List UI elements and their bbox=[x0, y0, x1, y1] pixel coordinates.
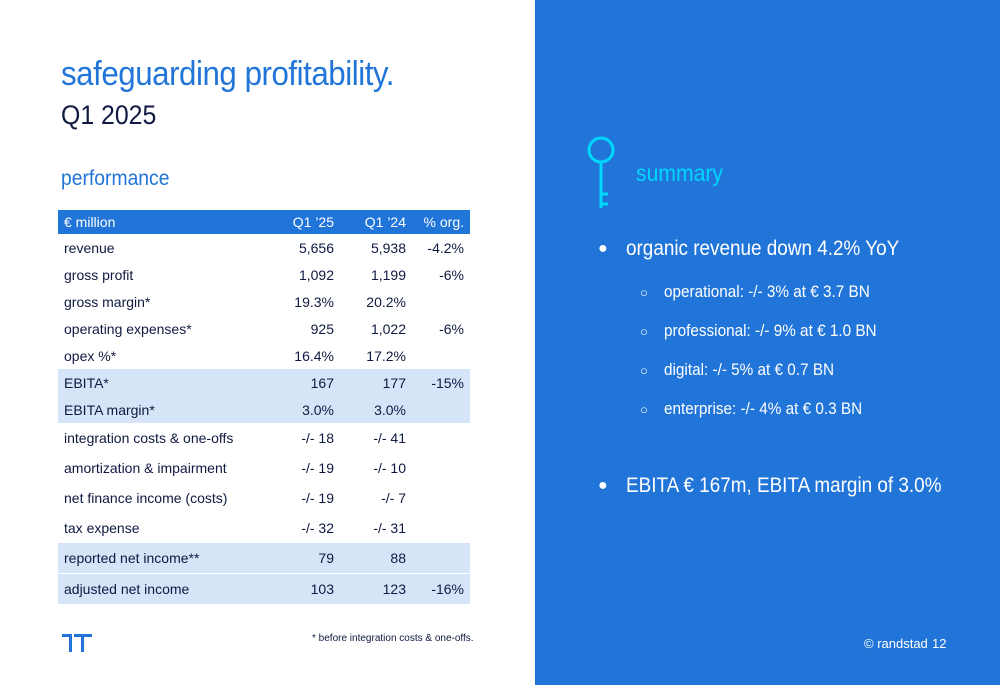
row-label: EBITA margin* bbox=[58, 396, 268, 423]
row-q1-24: 123 bbox=[340, 574, 412, 605]
row-q1-24: 5,938 bbox=[370, 239, 406, 256]
table-row bbox=[58, 423, 470, 453]
summary-sub-bullet bbox=[640, 321, 900, 341]
row-org bbox=[412, 483, 470, 513]
row-org bbox=[412, 543, 470, 574]
row-label: gross margin* bbox=[64, 293, 151, 310]
performance-table bbox=[58, 210, 470, 604]
row-q1-24: 20.2% bbox=[366, 293, 406, 310]
header-org: % org. bbox=[412, 210, 470, 234]
section-heading: performance bbox=[61, 167, 170, 190]
table-row bbox=[58, 315, 470, 342]
row-org: -4.2% bbox=[427, 239, 464, 256]
slide-subtitle: Q1 2025 bbox=[61, 100, 157, 130]
sub-bullet-dot: ○ bbox=[640, 285, 648, 300]
summary-sub-bullet bbox=[640, 282, 893, 302]
randstad-logo-icon bbox=[61, 632, 93, 654]
key-icon bbox=[585, 132, 621, 212]
row-label: tax expense bbox=[64, 520, 140, 536]
table-row bbox=[58, 234, 470, 261]
summary-title: summary bbox=[636, 160, 723, 186]
page-number: 12 bbox=[932, 636, 947, 651]
sub-bullet-dot: ○ bbox=[640, 363, 648, 378]
right-panel bbox=[535, 0, 1000, 685]
header-label: € million bbox=[58, 210, 268, 234]
table-row bbox=[58, 513, 470, 543]
sub-bullet-text: enterprise: -/- 4% at € 0.3 BN bbox=[664, 399, 863, 418]
slide-title: safeguarding profitability. bbox=[61, 55, 395, 93]
summary-bullet bbox=[598, 237, 930, 261]
row-q1-24: 1,022 bbox=[370, 320, 406, 337]
row-label: gross profit bbox=[64, 266, 134, 283]
row-q1-24: 17.2% bbox=[366, 347, 406, 364]
row-label: revenue bbox=[64, 239, 115, 256]
table-row bbox=[58, 288, 470, 315]
row-q1-24: 88 bbox=[340, 543, 412, 574]
table-row bbox=[58, 261, 470, 288]
row-org bbox=[412, 513, 470, 543]
row-org bbox=[412, 423, 470, 453]
row-label: integration costs & one-offs bbox=[64, 430, 234, 446]
row-q1-25: 167 bbox=[268, 369, 340, 396]
row-q1-24: 1,199 bbox=[370, 266, 406, 283]
row-q1-24: 3.0% bbox=[340, 396, 412, 423]
row-org: -6% bbox=[439, 320, 464, 337]
table-row-highlighted bbox=[58, 574, 470, 605]
copyright: © randstad bbox=[864, 636, 928, 651]
row-q1-25: 103 bbox=[268, 574, 340, 605]
table-row-highlighted bbox=[58, 543, 470, 574]
row-q1-24: -/- 41 bbox=[373, 430, 406, 446]
table-row bbox=[58, 483, 470, 513]
table-row bbox=[58, 342, 470, 369]
row-org bbox=[412, 396, 470, 423]
row-q1-24: -/- 31 bbox=[373, 520, 406, 536]
bullet-text: EBITA € 167m, EBITA margin of 3.0% bbox=[626, 474, 942, 497]
sub-bullet-dot: ○ bbox=[640, 402, 648, 417]
bullet-text: organic revenue down 4.2% YoY bbox=[626, 237, 900, 260]
sub-bullet-text: digital: -/- 5% at € 0.7 BN bbox=[664, 360, 835, 379]
sub-bullet-dot: ○ bbox=[640, 324, 648, 339]
row-label: operating expenses* bbox=[64, 320, 192, 337]
row-q1-25: -/- 19 bbox=[301, 490, 334, 506]
row-org bbox=[412, 453, 470, 483]
row-q1-25: 1,092 bbox=[298, 266, 334, 283]
row-label: amortization & impairment bbox=[64, 460, 227, 476]
row-q1-25: -/- 19 bbox=[301, 460, 334, 476]
row-q1-25: -/- 32 bbox=[301, 520, 334, 536]
row-q1-25: 925 bbox=[310, 320, 334, 337]
row-q1-25: 79 bbox=[268, 543, 340, 574]
sub-bullet-text: professional: -/- 9% at € 1.0 BN bbox=[664, 321, 877, 340]
bullet-dot: ● bbox=[598, 477, 608, 494]
table-header-row bbox=[58, 210, 470, 234]
sub-bullet-text: operational: -/- 3% at € 3.7 BN bbox=[664, 282, 870, 301]
header-q1-24: Q1 ’24 bbox=[340, 210, 412, 234]
row-org bbox=[412, 288, 470, 315]
row-label: adjusted net income bbox=[58, 574, 268, 605]
row-org: -15% bbox=[412, 369, 470, 396]
footnote: * before integration costs & one-offs. bbox=[312, 633, 474, 644]
summary-bullet bbox=[598, 474, 977, 498]
row-org bbox=[412, 342, 470, 369]
row-label: net finance income (costs) bbox=[64, 490, 228, 506]
row-org: -16% bbox=[412, 574, 470, 605]
bullet-dot: ● bbox=[598, 240, 608, 257]
row-q1-25: 5,656 bbox=[298, 239, 334, 256]
row-label: opex %* bbox=[64, 347, 117, 364]
header-q1-25: Q1 ’25 bbox=[268, 210, 340, 234]
row-label: reported net income** bbox=[58, 543, 268, 574]
row-q1-25: 16.4% bbox=[294, 347, 334, 364]
summary-sub-bullet bbox=[640, 360, 853, 380]
summary-sub-bullet bbox=[640, 399, 884, 419]
row-q1-25: -/- 18 bbox=[301, 430, 334, 446]
row-org: -6% bbox=[439, 266, 464, 283]
table-row bbox=[58, 453, 470, 483]
row-q1-24: -/- 7 bbox=[381, 490, 406, 506]
table-row-highlighted bbox=[58, 396, 470, 423]
row-q1-24: -/- 10 bbox=[373, 460, 406, 476]
row-q1-25: 19.3% bbox=[294, 293, 334, 310]
row-q1-24: 177 bbox=[340, 369, 412, 396]
row-q1-25: 3.0% bbox=[268, 396, 340, 423]
row-label: EBITA* bbox=[58, 369, 268, 396]
table-row-highlighted bbox=[58, 369, 470, 396]
